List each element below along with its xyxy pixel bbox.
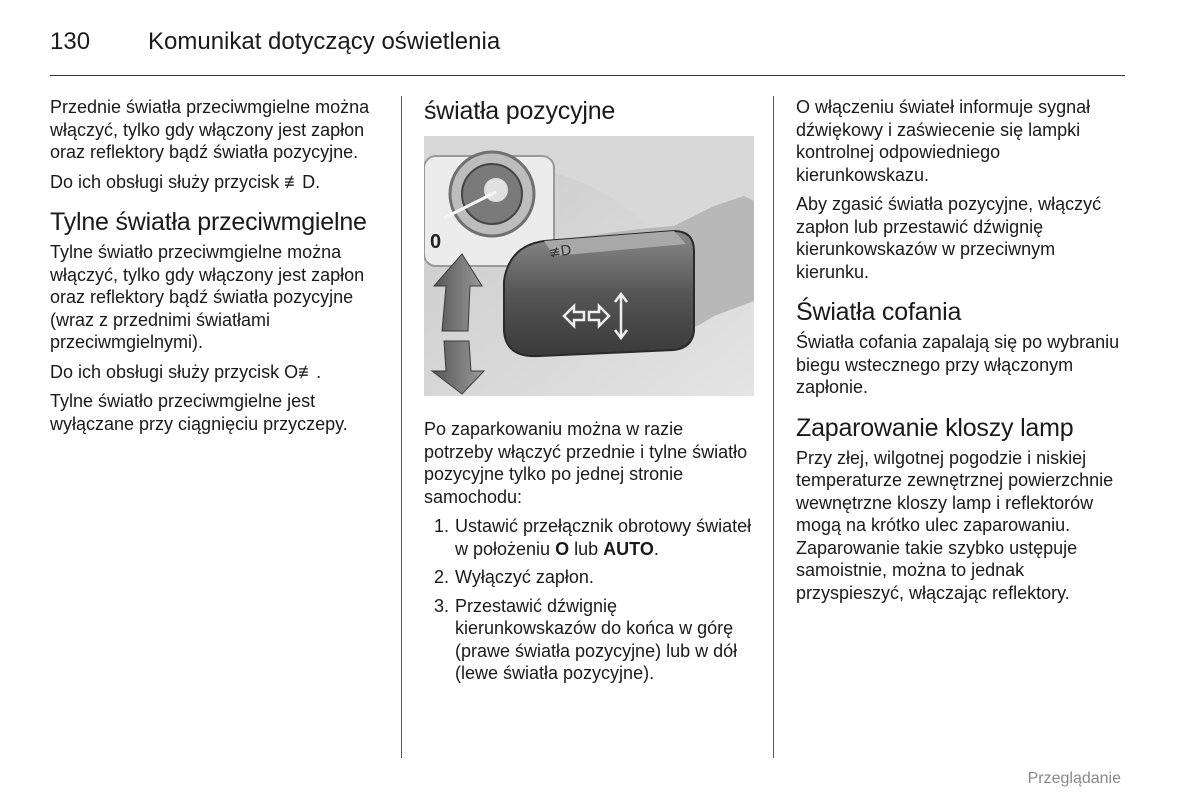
signal-paragraph: O włączeniu świateł informuje sygnał dźwiękowy i zaświecenie się lampki kontrolnej odpowiedniego kierunkowskazu. — [796, 97, 1091, 185]
reverse-lights-heading: Światła cofania — [796, 298, 962, 326]
reverse-lights-paragraph: Światła cofania zapalają się po wybraniu biegu wstecznego przy włączonym zapłonie. — [796, 332, 1120, 397]
front-fog-paragraph: Przednie światła przeciwmgielne można włączyć, tylko gdy włączony jest zapłon oraz reflektory bądź światła pozycyjne. — [50, 97, 370, 162]
column-2 — [424, 96, 754, 691]
parking-lights-heading: światła pozycyjne — [424, 97, 616, 125]
rear-fog-heading: Tylne światła przeciwmgielne — [50, 208, 367, 236]
trailer-paragraph: Tylne światło przeciwmgielne jest wyłączane przy ciągnięciu przyczepy. — [50, 391, 348, 434]
column-divider-1 — [401, 96, 402, 758]
column-1 — [50, 96, 385, 442]
parking-steps-list — [424, 515, 754, 685]
page-number: 130 — [50, 28, 91, 55]
lever-illustration-svg — [424, 136, 754, 396]
browse-link[interactable]: Przeglądanie — [1027, 770, 1121, 787]
list-item: 1. Ustawić przełącznik obrotowy świateł w położeniu O lub AUTO. — [433, 516, 752, 559]
switch-position-label: 0 — [430, 231, 442, 253]
column-3 — [796, 96, 1131, 611]
parking-intro-paragraph: Po zaparkowaniu można w razie potrzeby włączyć przednie i tylne światło pozycyjne tylko po jednej stronie samochodu: — [424, 419, 748, 507]
list-item: 2. Wyłączyć zapłon. — [433, 567, 594, 587]
turn-signal-lever-illustration — [424, 136, 754, 396]
header-divider — [50, 75, 1125, 76]
rear-fog-symbol-icon: O≢. — [284, 361, 322, 382]
front-fog-button-paragraph: Do ich obsługi służy przycisk ≢D. — [50, 171, 321, 192]
column-divider-2 — [773, 96, 774, 758]
turn-signal-lever — [504, 231, 694, 356]
page-header — [50, 22, 1125, 62]
lamp-fogging-heading: Zaparowanie kloszy lamp — [796, 413, 1074, 442]
rear-fog-paragraph: Tylne światło przeciwmgielne można włączyć, tylko gdy włączony jest zapłon oraz reflektory bądź światła pozycyjne (wraz z przednimi światłami przeciwmgielnymi). — [50, 242, 365, 352]
front-fog-symbol-icon: ≢D. — [284, 171, 321, 192]
page-title: Komunikat dotyczący oświetlenia — [148, 28, 501, 55]
lamp-fogging-paragraph: Przy złej, wilgotnej pogodzie i niskiej temperaturze zewnętrznej powierzchnie wewnętrzne kloszy lamp i reflektorów mogą na krótko ulec zaparowaniu. Zaparowanie takie szybko ustępuje samoistnie, można to jednak przyspieszyć, włączając reflektory. — [796, 447, 1114, 603]
svg-text:≢D: ≢D — [547, 242, 573, 262]
switch-off-paragraph: Aby zgasić światła pozycyjne, włączyć zapłon lub przestawić dźwignię kierunkowskazów w przeciwnym kierunku. — [796, 194, 1102, 282]
rear-fog-button-paragraph: Do ich obsługi służy przycisk O≢. — [50, 361, 322, 382]
list-item: 3. Przestawić dźwignię kierunkowskazów do końca w górę (prawe światła pozycyjne) lub w dół (lewe światła pozycyjne). — [433, 595, 738, 683]
